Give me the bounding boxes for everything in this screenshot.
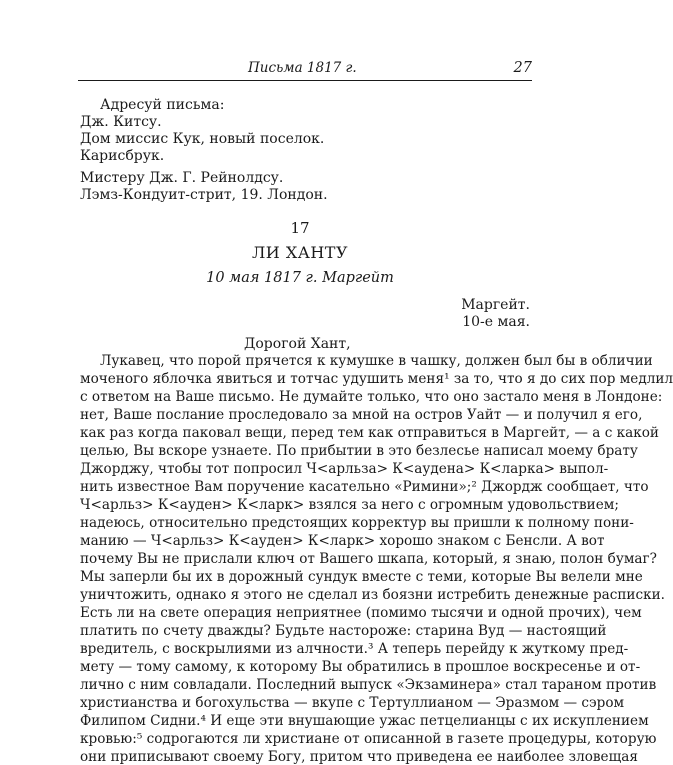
running-title: Письма 1817 г.: [248, 60, 357, 76]
body-line: почему Вы не прислали ключ от Вашего шкапа, который, я знаю, полон бумаг?: [80, 551, 657, 567]
header-rule: [78, 80, 532, 81]
address-line: Карисбрук.: [80, 148, 165, 164]
body-line: Джорджу, чтобы тот попросил Ч<арльза> К<аудена> К<ларка> выпол-: [80, 461, 609, 477]
address-line: Адресуй письма:: [100, 97, 225, 113]
body-line: Мы заперли бы их в дорожный сундук вместе с теми, которые Вы велели мне: [80, 569, 643, 585]
address-line: Дж. Китсу.: [80, 114, 162, 130]
letter-day: 10-е мая.: [462, 314, 530, 330]
body-line: целью, Вы вскоре узнаете. По прибытии в это безлесье написал моему брату: [80, 443, 638, 459]
address-line: Дом миссис Кук, новый поселок.: [80, 131, 325, 147]
body-line: с ответом на Ваше письмо. Не думайте только, что оно застало меня в Лондоне:: [80, 389, 663, 405]
address-line: Мистеру Дж. Г. Рейнолдсу.: [80, 170, 284, 186]
letter-date: 10 мая 1817 г. Маргейт: [206, 270, 394, 286]
body-line: Лукавец, что порой прячется к кумушке в чашку, должен был бы в обличии: [100, 353, 653, 369]
page-number: 27: [513, 60, 532, 76]
body-line: Ч<арльз> К<ауден> К<ларк> взялся за него с огромным удовольствием;: [80, 497, 619, 513]
body-line: кровью:⁵ содрогаются ли христиане от описанной в газете процедуры, которую: [80, 731, 657, 747]
body-line: моченого яблочка явиться и тотчас удушить меня¹ за то, что я до сих пор медлил: [80, 371, 673, 387]
body-line: лично с ним совладали. Последний выпуск «Экзаминера» стал тараном против: [80, 677, 657, 693]
salutation: Дорогой Хант,: [244, 336, 351, 352]
body-line: платить по счету дважды? Будьте настороже: старина Вуд — настоящий: [80, 623, 607, 639]
body-line: надеюсь, относительно предстоящих корректур вы пришли к полному пони-: [80, 515, 634, 531]
body-line: мету — тому самому, к которому Вы обратились в прошлое воскресенье и от-: [80, 659, 641, 675]
body-line: нить известное Вам поручение касательно «Римини»;² Джордж сообщает, что: [80, 479, 649, 495]
body-line: уничтожить, однако я этого не сделал из боязни истребить денежные расписки.: [80, 587, 665, 603]
body-line: манию — Ч<арльз> К<ауден> К<ларк> хорошо знаком с Бенсли. А вот: [80, 533, 605, 549]
body-line: христианства и богохульства — вкупе с Тертуллианом — Эразмом — сэром: [80, 695, 625, 711]
body-line: как раз когда паковал вещи, перед тем как отправиться в Маргейт, — а с какой: [80, 425, 659, 441]
body-line: вредитель, с воскрылиями из алчности.³ А теперь перейду к жуткому пред-: [80, 641, 629, 657]
address-line: Лэмз-Кондуит-стрит, 19. Лондон.: [80, 187, 328, 203]
body-line: нет, Ваше послание проследовало за мной на остров Уайт — и получил я его,: [80, 407, 643, 423]
letter-title: ЛИ ХАНТУ: [251, 243, 349, 262]
body-line: Есть ли на свете операция неприятнее (помимо тысячи и одной прочих), чем: [80, 605, 642, 621]
body-line: Филипом Сидни.⁴ И еще эти внушающие ужас петцелианцы с их искуплением: [80, 713, 649, 729]
letter-number: 17: [290, 219, 310, 237]
body-line: они приписывают своему Богу, притом что приведена ее наиболее зловещая: [80, 749, 638, 765]
running-header: [78, 60, 532, 78]
letter-place: Маргейт.: [461, 297, 530, 313]
